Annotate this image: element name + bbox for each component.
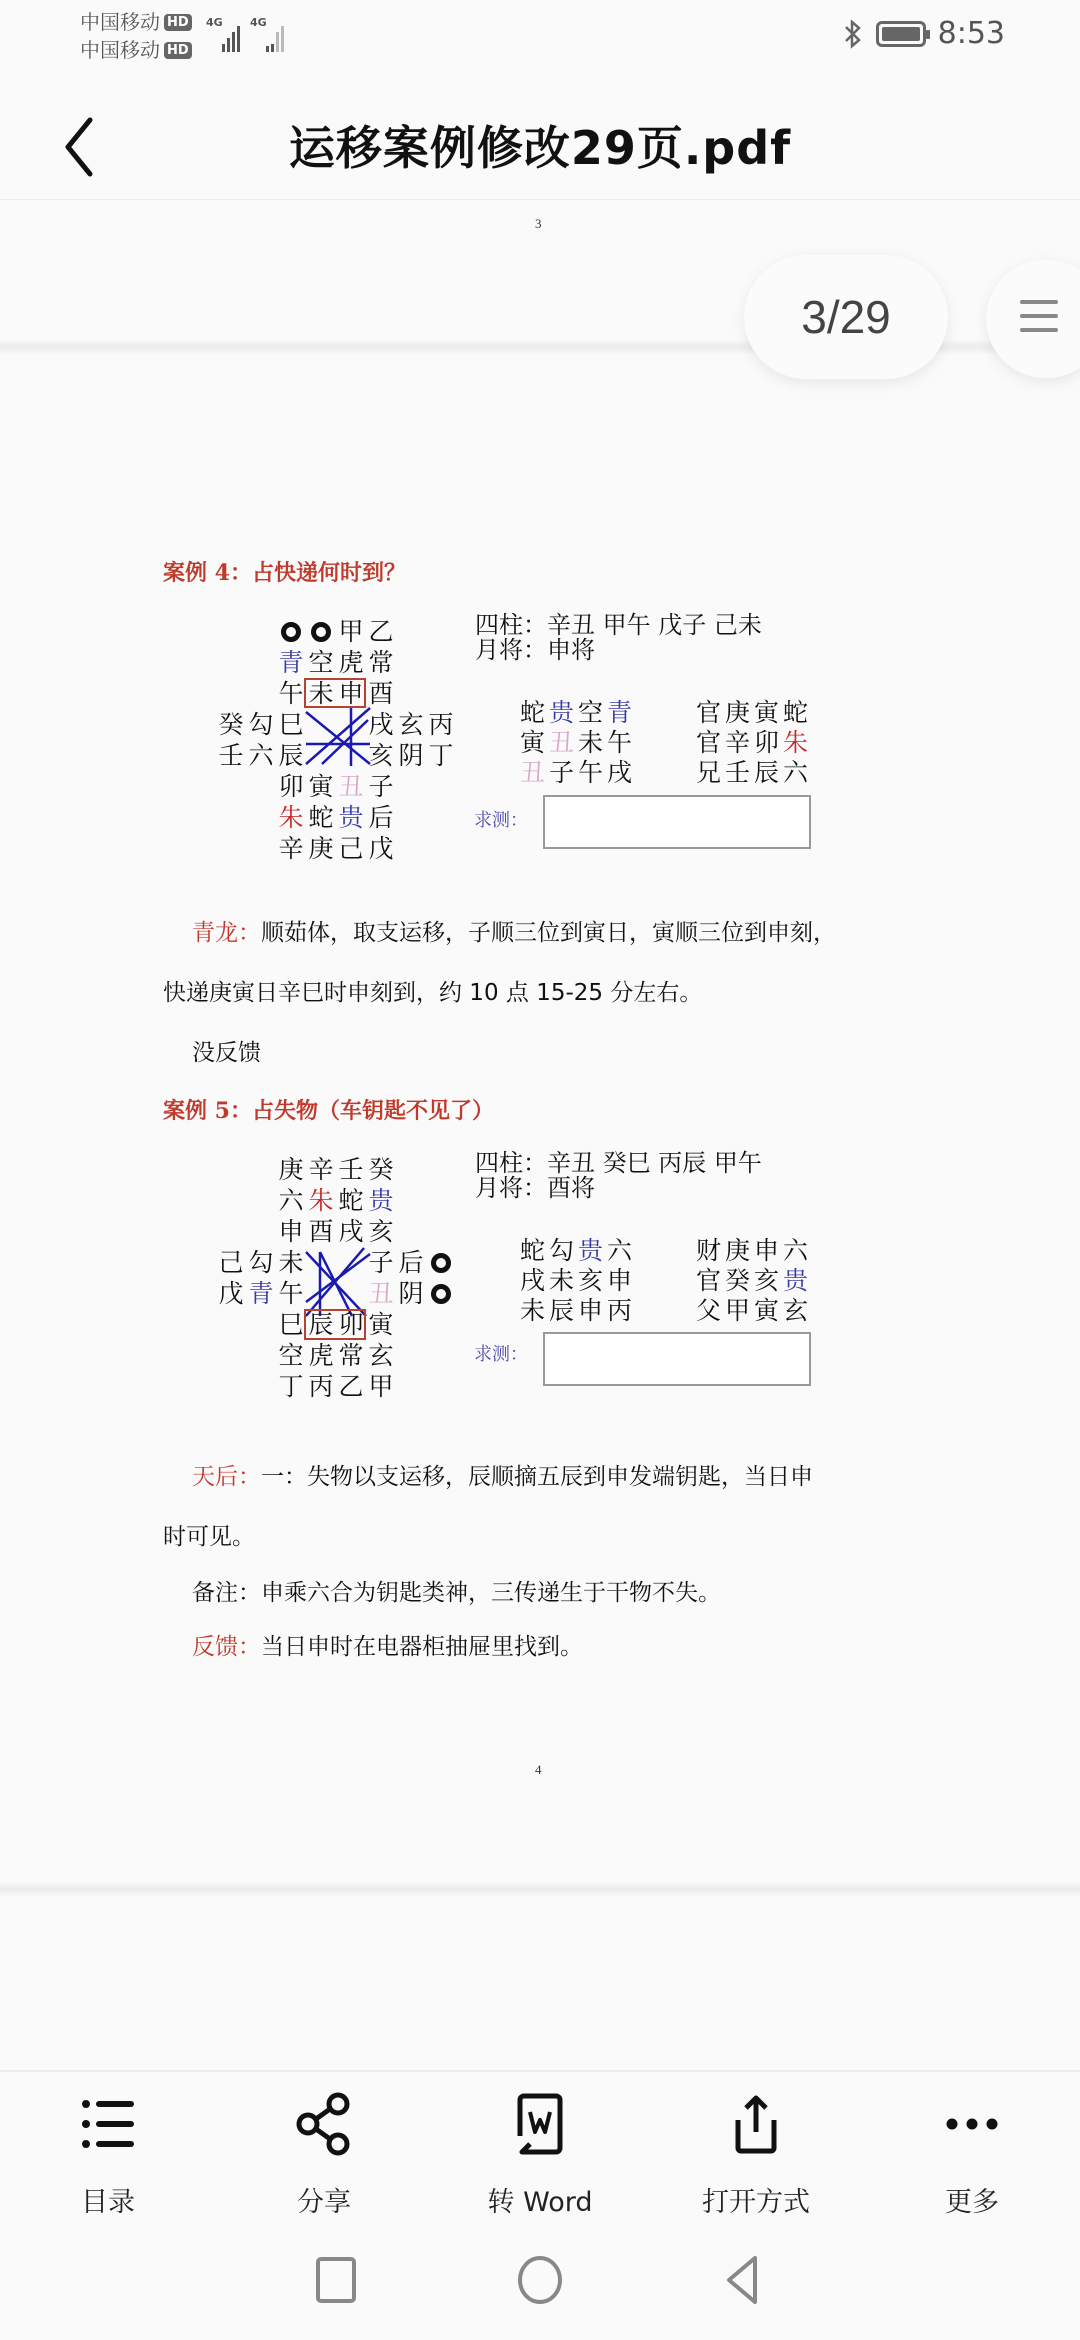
case5-pan-left: 己 勾 未 戊 青 午	[218, 1248, 304, 1308]
share-button[interactable]: 分享	[216, 2072, 432, 2220]
back-triangle-icon[interactable]	[717, 2253, 771, 2307]
more-button[interactable]: 更多	[864, 2072, 1080, 2220]
hd-badge: HD	[164, 42, 192, 59]
status-right	[842, 16, 1005, 51]
case4-analysis-line1: 青龙：顺茹体，取支运移，子顺三位到寅日，寅顺三位到申刻，	[192, 920, 836, 946]
bottom-toolbar	[0, 2070, 1080, 2220]
empty-marker-icon	[426, 1247, 456, 1278]
empty-marker-icon	[306, 616, 336, 647]
qiuce-box	[543, 795, 811, 849]
hd-badge: HD	[164, 14, 192, 31]
signal-icon	[206, 16, 240, 52]
case5-pan-bottom: 巳 辰 卯 寅 空 虎 常 玄 丁 丙 乙 甲	[278, 1310, 394, 1401]
system-nav-bar	[0, 2220, 1080, 2340]
outline-menu-button[interactable]	[986, 260, 1080, 378]
case4-title: 案例 4：占快递何时到？	[163, 560, 406, 586]
recents-square-icon[interactable]	[309, 2253, 363, 2307]
case5-yuejiang: 月将：酉将	[475, 1174, 595, 1202]
word-convert-icon	[508, 2092, 572, 2156]
case5-connection-lines	[300, 1240, 380, 1320]
home-circle-icon[interactable]	[513, 2253, 567, 2307]
case5-sike: 蛇 勾 贵 六 戌 未 亥 申 未 辰 申 丙	[519, 1236, 632, 1325]
open-with-icon	[724, 2092, 788, 2156]
carrier-1: 中国移动	[80, 10, 160, 34]
carrier-2: 中国移动	[80, 38, 160, 62]
case4-pan-left: 癸 勾 巳 壬 六 辰	[218, 710, 304, 770]
page-number-bottom: 4	[535, 1762, 542, 1777]
qiuce-box	[543, 1332, 811, 1386]
pdf-viewer[interactable]	[0, 200, 1080, 2070]
case4-sizhu: 四柱：辛丑 甲午 戊子 己未	[475, 611, 762, 639]
more-icon	[940, 2092, 1004, 2156]
case5-feedback: 反馈：当日申时在电器柜抽屉里找到。	[192, 1634, 583, 1660]
list-icon	[76, 2092, 140, 2156]
back-button[interactable]	[56, 112, 106, 182]
case4-pan-bottom: 卯 寅 丑 子 朱 蛇 贵 后 辛 庚 己 戊	[278, 772, 394, 863]
share-icon	[292, 2092, 356, 2156]
case5-pan-right: 子 后 丑 阴	[366, 1247, 456, 1309]
page-number-top: 3	[535, 216, 542, 231]
page-divider	[0, 1882, 1080, 1896]
status-bar	[0, 0, 1080, 75]
page-indicator[interactable]: 3/29	[744, 255, 948, 379]
case5-analysis-line1: 天后：一：失物以支运移，辰顺摘五辰到申发端钥匙，当日申	[192, 1464, 813, 1490]
case4-feedback: 没反馈	[192, 1040, 261, 1066]
signal-icon	[250, 16, 284, 52]
case4-sike: 蛇 贵 空 青 寅 丑 未 午 丑 子 午 戌	[519, 698, 632, 787]
case5-sizhu: 四柱：辛丑 癸巳 丙辰 甲午	[475, 1149, 762, 1177]
convert-word-button[interactable]: 转 Word	[432, 2072, 648, 2220]
case5-pan-top: 庚 辛 壬 癸 六 朱 蛇 贵 申 酉 戌 亥	[278, 1155, 394, 1246]
case5-sanchuan: 财 庚 申 六 官 癸 亥 贵 父 甲 寅 玄	[695, 1236, 808, 1325]
case5-analysis-line2: 时可见。	[163, 1524, 255, 1550]
case4-sanchuan: 官 庚 寅 蛇 官 辛 卯 朱 兄 壬 辰 六	[695, 698, 808, 787]
toc-button[interactable]: 目录	[0, 2072, 216, 2220]
case4-pan-top: 甲 乙 青 空 虎 常 午 未 申 酉	[276, 616, 396, 709]
empty-marker-icon	[426, 1278, 456, 1309]
qiuce-label: 求测：	[474, 1344, 528, 1365]
case5-note: 备注：申乘六合为钥匙类神，三传递生于干物不失。	[192, 1580, 721, 1606]
bluetooth-icon	[842, 18, 864, 50]
clock: 8:53	[937, 16, 1005, 51]
case4-yuejiang: 月将：申将	[475, 636, 595, 664]
case4-connection-lines	[300, 700, 380, 780]
network-type: 4G	[206, 16, 223, 29]
case5-title: 案例 5：占失物（车钥匙不见了）	[163, 1098, 494, 1124]
qiuce-label: 求测：	[474, 810, 528, 831]
open-with-button[interactable]: 打开方式	[648, 2072, 864, 2220]
app-header	[0, 90, 1080, 200]
empty-marker-icon	[276, 616, 306, 647]
hamburger-icon	[1020, 300, 1058, 342]
document-title: 运移案例修改29页.pdf	[288, 120, 792, 175]
signal-indicators	[206, 16, 284, 52]
case4-pan-right: 戌 玄 丙 亥 阴 丁	[368, 710, 454, 770]
case4-analysis-line2: 快递庚寅日辛巳时申刻到，约 10 点 15-25 分左右。	[163, 980, 703, 1006]
highlight-box	[304, 1309, 366, 1340]
battery-icon	[876, 21, 926, 47]
network-type: 4G	[250, 16, 267, 29]
carrier-info	[80, 8, 192, 64]
